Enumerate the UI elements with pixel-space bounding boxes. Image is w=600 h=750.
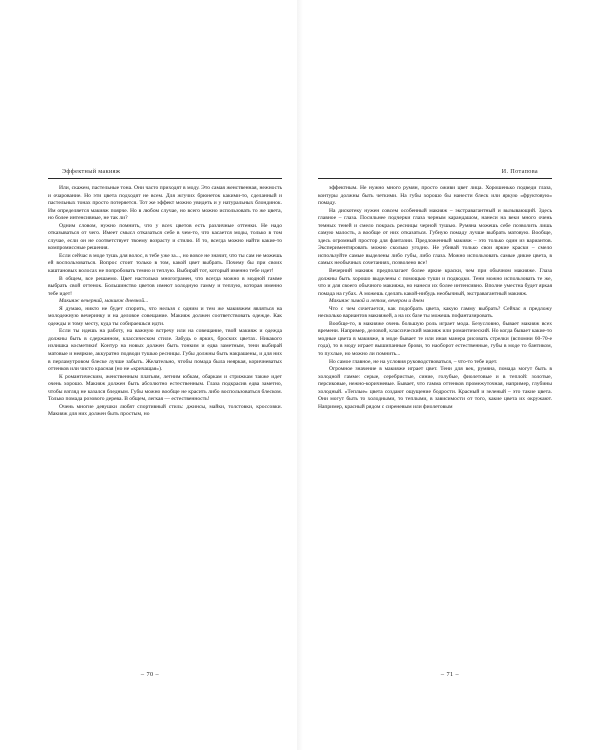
paragraph: Если сейчас в моде тушь для волос, в тебе уже за..., но вовсе не значит, что ты сам не можешь ей воспользоваться. Вопрос стоит только в том, какой цвет выбрать. Почему бы при своих каштановых волосах не попробовать темно и теплую. Выбирай тот, который именно тебе идет!: [48, 252, 282, 275]
body-text-right: [318, 185, 552, 655]
paragraph: Но самое главное, не на условия руководствоваться, – что-то тебе идет.: [329, 358, 498, 365]
section-heading: Макияж зимой и летом, вечером и днем: [329, 298, 424, 305]
paragraph: эффектным. Не нужно много румян, просто оживи цвет лица. Хорошенько подведи глаза, контуры должны быть четкими. На губы хорошо бы нанести блеск или яркую «фруктовую» помаду.: [318, 185, 552, 207]
folio-right: – 71 –: [440, 671, 460, 678]
running-head-left-text: Эффектный макияж: [62, 168, 121, 175]
running-head-right-text: И. Потапова: [501, 168, 538, 175]
paragraph: В общем, все решаемо. Цвет настолько многогранен, что всегда можно в модной гамме выбрать свой оттенок. Большинство цветов имеют холодную гамму и теплую, которая именно тебе идет!: [48, 275, 282, 297]
running-head-left: [48, 168, 282, 179]
paragraph: Если ты идешь на работу, на важную встречу или на совещание, твой макияж и одежда должны быть в сдержанном, классическом стиле. Забудь о ярких, броских цветах. Никакого излишка косметики! Контур на новых должен быть тонким и едва заметным, тени выбирай матовые и неяркие, аккуратно подводи тушью ресницы. Губы должны быть накрашены, и для них в перламутровом блеске лучше забыть. Желательно, чтобы помада была неяркая, коричневатых оттенков или чисто красная (но не «кричащая»).: [48, 328, 282, 373]
paragraph: Вообще-то, в макияже очень большую роль играет мода. Безусловно, бывает макияж всех времени. Например, деловой, классический макияж или романтический. Но когда бывает какие-то модные цвета в макияже, в моде бывает те или иная манера рисовать стрелки (вспомни 60-70-е года), то в моду играет вышипанные брови, то наоборот естественные, губы в моде то бантиком, то пухлые, но можно ли помнить...: [318, 320, 552, 358]
running-head-right: [318, 168, 552, 179]
paragraph: К романтическим, женственным платьям, летним юбкам, обаркам и стрижкам также идет очень хорошо. Макияж должен быть абсолютно естественным. Глаза подкрасив едва заметно, чтобы взгляд не казался бледным. Губы можно вообще не красить либо воспользоваться блеском. Только помада розового дерева. В общем, легкая — естественность!: [48, 373, 282, 403]
running-head-rule: [318, 178, 552, 179]
paragraph: Или, скажем, пастельные тона. Они часто приходят в моду. Это самая женственная, нежность и очарование. Но эти цвета подходят не всем. Для жгучих брюнеток какими-то, сделанный и пастельных тонах просто потеряется. Тот же эффект можно увидеть и у натуральных блондинок. Им определяется макияж поярче. Но в любом случае, но всего можно использовать то же цвета, но более интенсивные, не так ли?: [48, 185, 282, 222]
running-head-rule: [48, 178, 282, 179]
paragraph: Вечерний макияж предполагает более яркие краски, чем при обычном макияже. Глаза должны быть хорошо выделены с помощью туши и подводки. Тени можно использовать те же, что и для своего обычного макияжа, но нанеси их более интенсивно. Вполне уместна будет яркая помада на губах. А можешь сделать какой-нибудь необычный, экстравагантный макияж.: [318, 268, 552, 297]
paragraph: На дискотеку нужен совсем особенный макияж – экстравагантный и вызывающий. Здесь главное – глаза. Посильнее подчерки глаза черным карандашом, нанеси на веки много очень темных теней и смело покрась ресницы черной тушью. Румяна можешь себе позволить лишь самую малость, а вообще от них отказаться. Губную помаду лучше выбрать матовую. Вообще, здесь огромный простор для фантазии. Предложенный макияж – это только один из вариантов. Экспериментировать можно сколько угодно. Не убивай только свои яркие краски – смело используйте самые выделены либо губы, либо глаза. Можно использовать самые дикие цвета, в самых необычных сочетаниях, позволено все!: [318, 207, 552, 267]
paragraph: Что с чем сочетается, как подобрать цвета, какую гамму выбрать? Сейчас я предложу несколько вариантов макияжей, а на их базе ты можешь пофантазировать.: [318, 305, 552, 320]
folio-left: – 70 –: [140, 671, 160, 678]
page-right: [300, 0, 600, 750]
paragraph: Я думаю, никто не будет спорить, что нельзя с одним и тем же макияжем являться на молодежную вечеринку и на деловое совещание. Макияж должен соответствовать одежде. Как одежды и тому месту, куда ты собираешься идти.: [48, 305, 282, 327]
paragraph: Очень многие девушки любят спортивный стиль: джинсы, майки, толстовки, кроссовки. Макияж для них должен быть простым, но: [48, 403, 282, 418]
paragraph: Одним словом, нужно помнить, что у всех цветов есть различные оттенки. Не надо отказываться от чего. Имеет смысл отказаться себе в чем-то, что касается моды, только в том случае, если он не соответствует твоему возрасту и стилю. И то, всегда можно найти какие-то компромиссные решения.: [48, 222, 282, 252]
paragraph: Огромное значение в макияже играет цвет. Тени для век, румяна, помада могут быть в холодной гамме: серые, серебристые, синие, голубые, фиолетовые и в теплой: золотые, персиковые, нежно-коричневые. Бывает, что гамма оттенков промежуточная, например, глубины холодный. «Теплые» цвета создают ощущение бодрости. Красный и зеленый – это такие цвета. Они могут быть то холодными, то теплыми, в зависимости от того, какие цвета их окружают. Например, красный рядом с сиреневым или фиолетовым: [318, 366, 552, 410]
body-text-left: [48, 185, 282, 655]
section-heading: Макияж вечерний, макияж дневной...: [59, 298, 149, 305]
